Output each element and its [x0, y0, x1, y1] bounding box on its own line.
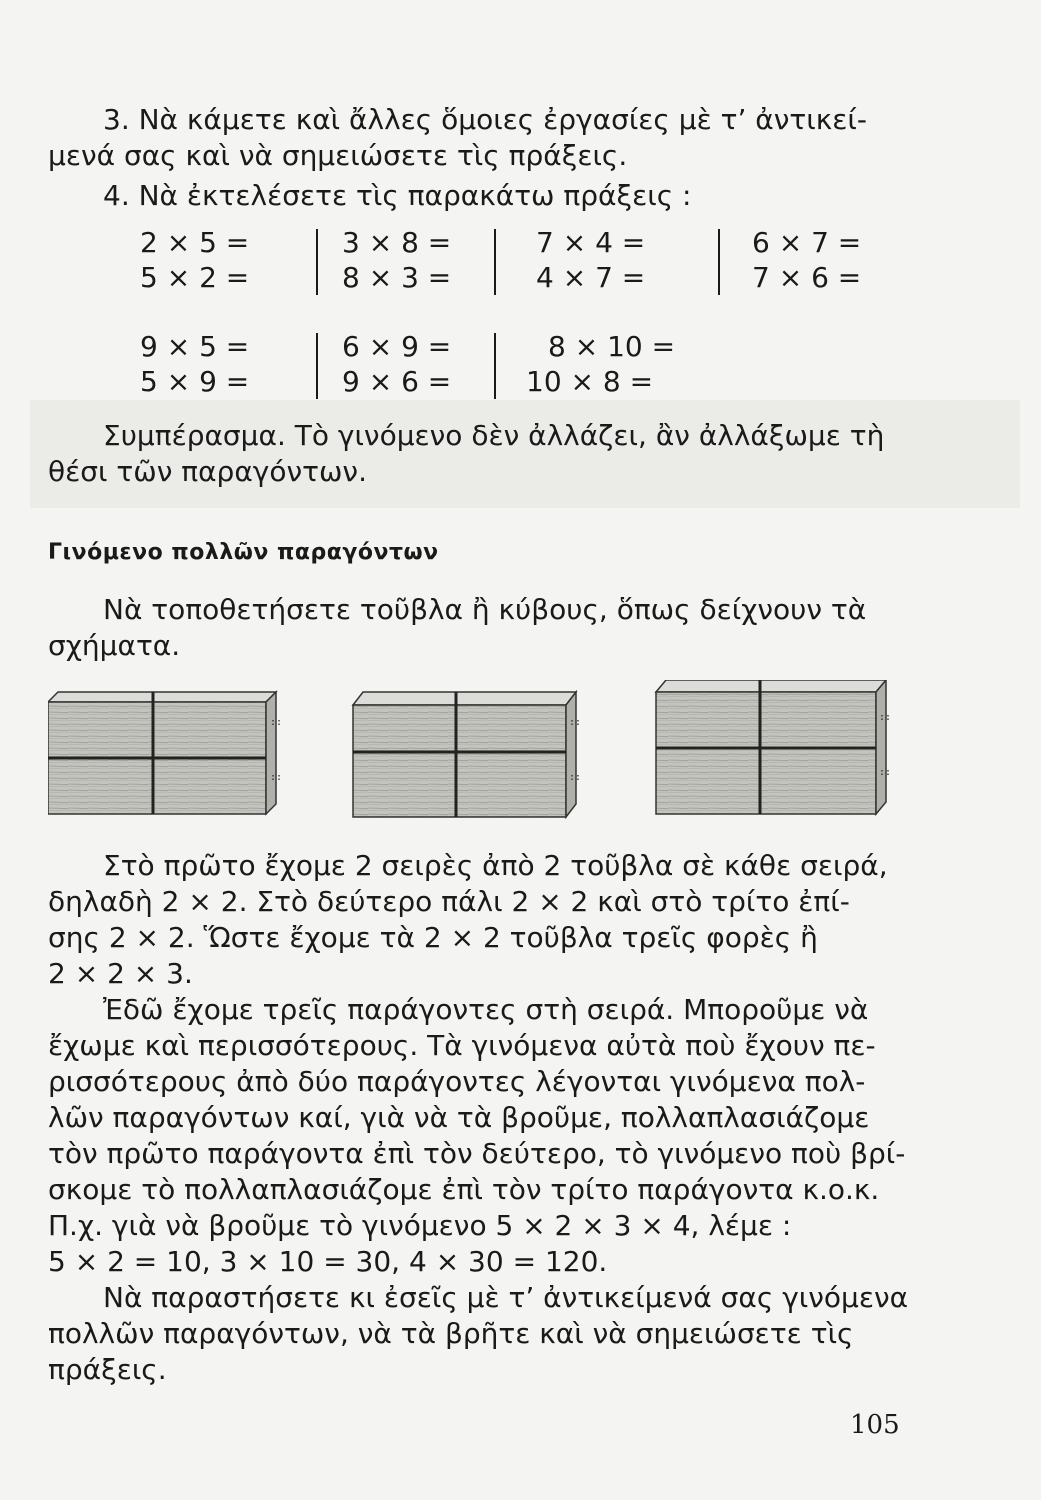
column-divider: [316, 229, 318, 295]
svg-text:::: ::: [569, 772, 582, 783]
svg-text:::: ::: [270, 772, 283, 783]
brick-stack-1: [48, 692, 282, 814]
page-number: 105: [850, 1410, 900, 1440]
grid-cell: 6 × 9 = 9 × 6 =: [342, 330, 452, 398]
brick-stacks-illustration: [48, 680, 898, 830]
column-divider: [494, 229, 496, 295]
exercise-4: 4. Νὰ ἐκτελέσετε τὶς παρακάτω πράξεις :: [103, 179, 692, 212]
conclusion: Συμπέρασμα. Τὸ γινόμενο δὲν ἀλλάζει, ἂν ἀλλάξωμε τὴ θέσι τῶν παραγόντων.: [48, 419, 885, 488]
instruction: Νὰ τοποθετήσετε τοῦβλα ἢ κύβους, ὅπως δείχνουν τὰ σχήματα.: [48, 593, 867, 662]
grid-cell: 3 × 8 = 8 × 3 =: [342, 226, 452, 294]
paragraph-3: Νὰ παραστήσετε κι ἐσεῖς μὲ τ’ ἀντικείμενά σας γινόμενα πολλῶν παραγόντων, νὰ τὰ βρῆτε καὶ νὰ σημειώσετε τὶς πράξεις.: [48, 1281, 909, 1386]
grid-cell: 9 × 5 = 5 × 9 =: [140, 330, 250, 398]
column-divider: [718, 229, 720, 295]
brick-stack-2: [353, 692, 581, 817]
paragraph-1: Στὸ πρῶτο ἔχομε 2 σειρὲς ἀπὸ 2 τοῦβλα σὲ κάθε σειρά, δηλαδὴ 2 × 2. Στὸ δεύτερο πάλι 2 × 2 καὶ στὸ τρίτο ἐπί- σης 2 × 2. Ὥστε ἔχομε τὰ 2 × 2 τοῦβλα τρεῖς φορὲς ἢ 2 × 2 × 3.: [48, 849, 888, 990]
column-divider: [494, 333, 496, 399]
exercise-3: 3. Νὰ κάμετε καὶ ἄλλες ὅμοιες ἐργασίες μὲ τ’ ἀντικεί- μενά σας καὶ νὰ σημειώσετε τὶς πράξεις.: [48, 103, 867, 172]
brick-stack-3: [656, 680, 891, 814]
svg-text:::: ::: [879, 712, 892, 723]
section-heading: Γινόμενο πολλῶν παραγόντων: [48, 540, 439, 565]
grid-cell: 8 × 10 = 10 × 8 =: [526, 330, 676, 398]
grid-row-2: [140, 329, 900, 403]
grid-cell: 2 × 5 = 5 × 2 =: [140, 226, 250, 294]
svg-text:::: ::: [569, 717, 582, 728]
grid-cell: 6 × 7 = 7 × 6 =: [752, 226, 862, 294]
svg-text:::: ::: [270, 717, 283, 728]
column-divider: [316, 333, 318, 399]
paragraph-2: Ἐδῶ ἔχομε τρεῖς παράγοντες στὴ σειρά. Μποροῦμε νὰ ἔχωμε καὶ περισσότερους. Τὰ γινόμενα αὐτὰ ποὺ ἔχουν πε- ρισσότερους ἀπὸ δύο παράγοντες λέγονται γινόμενα πολ- λῶν παραγόντων καί, γιὰ νὰ τὰ βροῦμε, πολλαπλασιάζομε τὸν πρῶτο παράγοντα ἐπὶ τὸν δεύτερο, τὸ γινόμενο ποὺ βρί- σκομε τὸ πολλαπλασιάζομε ἐπὶ τὸν τρίτο παράγοντα κ.ο.κ. Π.χ. γιὰ νὰ βροῦμε τὸ γινόμενο 5 × 2 × 3 × 4, λέμε : 5 × 2 = 10, 3 × 10 = 30, 4 × 30 = 120.: [48, 993, 906, 1278]
grid-row-1: [140, 225, 900, 299]
grid-cell: 7 × 4 = 4 × 7 =: [536, 226, 646, 294]
svg-text:::: ::: [879, 767, 892, 778]
multiplication-grid: [140, 225, 900, 403]
